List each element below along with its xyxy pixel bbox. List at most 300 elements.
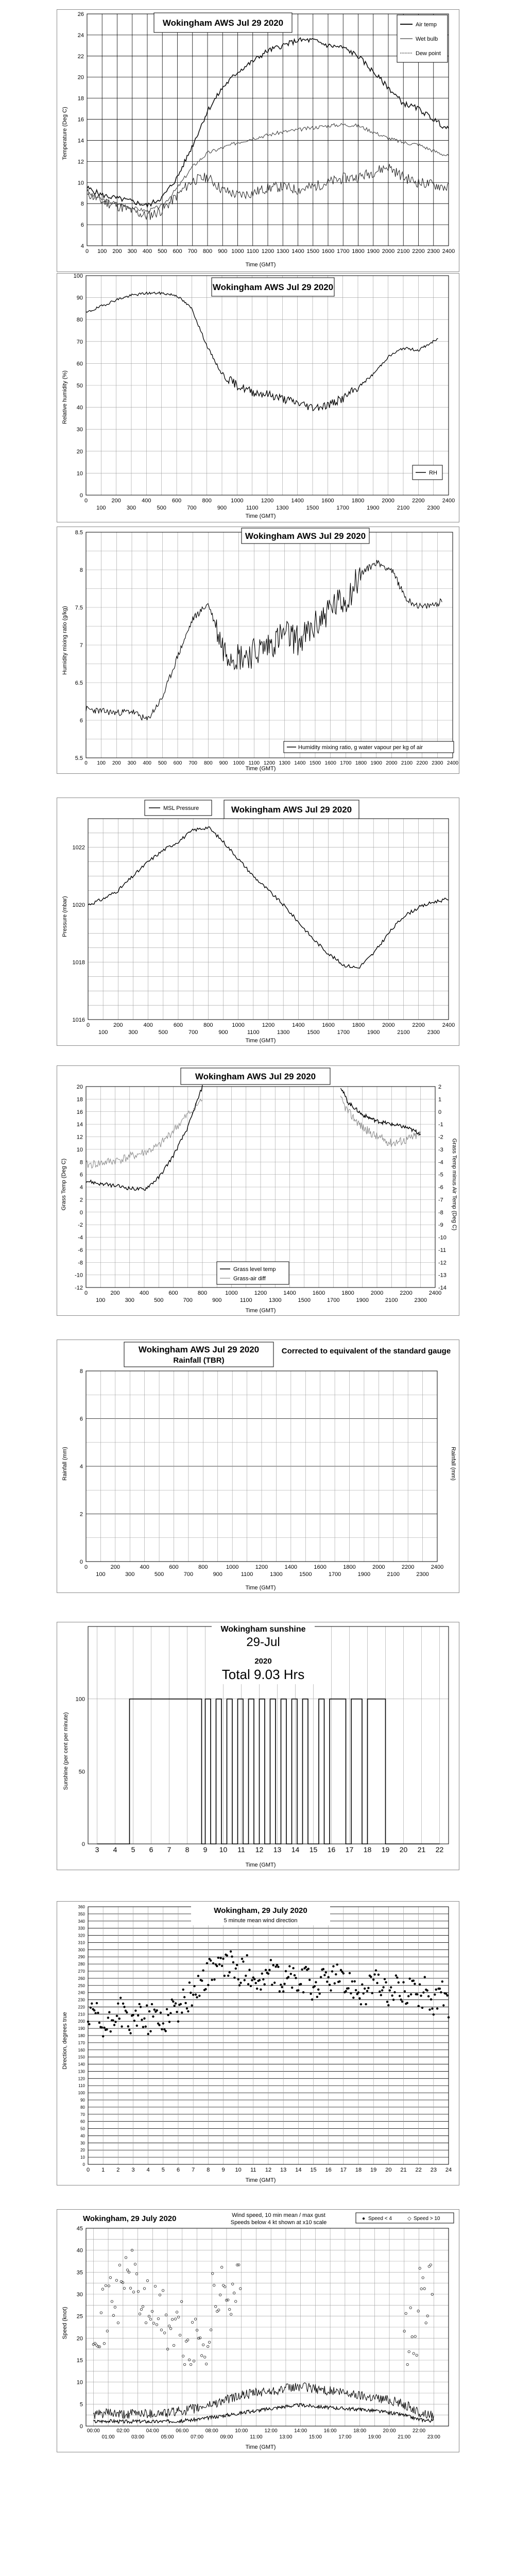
y-tick-label: 10 (76, 2379, 83, 2386)
x-tick-label: 2000 (382, 248, 395, 255)
x-tick-label: 400 (143, 760, 152, 766)
x-tick-label: 1300 (276, 505, 289, 511)
rainfall-plot-area (80, 1368, 443, 1578)
x-tick-label: 3 (95, 1845, 99, 1854)
wind-direction-point (338, 1980, 340, 1982)
x-tick-label: 1600 (321, 248, 335, 255)
x-tick-label: 500 (158, 248, 167, 255)
chart-title: Wokingham AWS Jul 29 2020 (212, 282, 334, 292)
chart-title: Wokingham, 29 July 2020 (83, 2214, 177, 2223)
x-tick-label: 800 (198, 1564, 208, 1570)
x-tick-label: 1100 (246, 248, 259, 255)
y-tick-label: 60 (80, 2119, 85, 2124)
x-tick-label: 2200 (401, 1564, 415, 1570)
wind-direction-point (440, 1991, 442, 1993)
y-tick-label-right: -4 (438, 1159, 443, 1166)
wind-direction-point (305, 1966, 307, 1968)
y-tick-label: -12 (75, 1285, 83, 1291)
wind-direction-point (241, 1958, 243, 1960)
x-tick-label: 6 (149, 1845, 153, 1854)
y-tick-label: 14 (77, 138, 84, 144)
legend-hmr: Humidity mixing ratio, g water vapour per kg of air (298, 744, 423, 751)
x-tick-label: 4 (146, 2167, 150, 2173)
y-axis-label: Pressure (mbar) (62, 896, 68, 937)
x-tick-label: 900 (217, 505, 227, 511)
wind-direction-point (329, 1984, 331, 1986)
x-tick-label: 1100 (241, 1571, 253, 1578)
x-tick-label: 1800 (352, 1022, 365, 1028)
x-tick-label: 2400 (442, 1022, 455, 1028)
x-tick-label: 200 (113, 1022, 123, 1028)
x-tick-label: 20 (399, 1845, 408, 1854)
x-tick-label: 11 (237, 1845, 245, 1854)
y-tick-label-right: -6 (438, 1184, 443, 1191)
x-tick-label: 22 (415, 2167, 422, 2173)
x-tick-label: 2100 (397, 248, 410, 255)
wind-direction-point (351, 1980, 353, 1982)
x-tick-label: 2300 (427, 505, 440, 511)
wind-direction-point (233, 1977, 235, 1979)
y-tick-label-right: -11 (438, 1247, 447, 1253)
wind-direction-point (416, 1993, 418, 1995)
x-tick-label: 1000 (233, 760, 245, 766)
x-tick-label: 5 (161, 2167, 165, 2173)
y-tick-label: 6 (79, 1416, 83, 1422)
y-tick-label: -2 (78, 1222, 83, 1229)
wind-direction-point (377, 1974, 380, 1976)
legend-marker-1: ● (362, 2216, 366, 2222)
y-tick-label: 240 (78, 1990, 85, 1995)
wind-direction-point (88, 2023, 90, 2025)
y-tick-label: 10 (76, 1146, 83, 1153)
x-tick-label: 200 (112, 760, 121, 766)
wind-direction-point (176, 2011, 178, 2013)
y-tick-label: 1018 (72, 959, 85, 966)
x-tick-label: 17:00 (338, 2434, 352, 2440)
y-tick-label: 0 (81, 1841, 85, 1848)
wind-direction-point (367, 1987, 369, 1989)
x-tick-label: 2000 (372, 1564, 385, 1570)
wind-direction-point (364, 1988, 366, 1990)
y-tick-label: -8 (78, 1260, 83, 1266)
x-tick-label: 16:00 (323, 2428, 337, 2434)
x-tick-label: 2100 (387, 1571, 400, 1578)
y-tick-label: 60 (76, 361, 83, 367)
wind-direction-point (211, 1979, 213, 1981)
pressure-plot-area (73, 819, 455, 1036)
y-tick-label: 0 (79, 2424, 83, 2430)
y-tick-label: 4 (80, 243, 84, 249)
x-tick-label: 18 (355, 2167, 362, 2173)
wind-direction-point (174, 2005, 176, 2007)
wind-direction-point (350, 1992, 352, 1994)
x-tick-label: 600 (171, 498, 182, 504)
wind-direction-point (244, 1979, 246, 1981)
wind-direction-point (384, 1978, 386, 1980)
y-tick-label: 20 (76, 1084, 83, 1090)
wind-direction-point (197, 1975, 199, 1977)
y-tick-label: 4 (79, 1184, 83, 1191)
y-tick-label: 0 (82, 2162, 85, 2167)
wind-direction-point (282, 1990, 284, 1992)
x-axis-label: Time (GMT) (245, 2177, 276, 2183)
x-tick-label: 1000 (225, 1290, 238, 1296)
x-tick-label: 2300 (414, 1297, 427, 1303)
x-tick-label: 23 (430, 2167, 437, 2173)
wind-direction-point (335, 1973, 337, 1975)
x-tick-label: 0 (84, 1290, 88, 1296)
wind-direction-point (101, 2026, 103, 2028)
y-tick-label: 8 (80, 201, 84, 208)
temperature-chart (57, 10, 459, 272)
wind-direction-point (165, 2030, 167, 2032)
wind-direction-point (433, 2013, 435, 2015)
wind-direction-point (354, 1980, 356, 1982)
wind-direction-point (106, 2028, 108, 2030)
wind-direction-point (435, 1989, 437, 1991)
x-tick-label: 11 (250, 2167, 256, 2173)
x-tick-label: 21 (400, 2167, 407, 2173)
x-tick-label: 1900 (367, 248, 380, 255)
y-tick-label: 8 (79, 1159, 83, 1166)
wind-direction-point (375, 1969, 377, 1971)
y-tick-label: 18 (76, 1096, 83, 1103)
y-tick-label: 190 (78, 2026, 85, 2031)
wind-direction-point (357, 1991, 359, 1993)
y-tick-label: 2 (79, 1511, 83, 1518)
wind-direction-point (142, 2026, 144, 2028)
wind-direction-point (436, 2007, 438, 2009)
x-tick-label: 1000 (231, 498, 244, 504)
y-tick-label: 10 (80, 2155, 85, 2160)
x-tick-label: 600 (173, 760, 182, 766)
mixing-ratio-chart-panel (57, 527, 459, 774)
x-tick-label: 2200 (412, 248, 425, 255)
x-tick-label: 100 (97, 248, 107, 255)
x-tick-label: 700 (183, 1297, 193, 1303)
wind-direction-point (98, 2022, 100, 2024)
chart-title: Wokingham AWS Jul 29 2020 (162, 18, 284, 28)
x-tick-label: 400 (140, 1564, 149, 1570)
y-tick-label: 340 (78, 1919, 85, 1924)
wind-direction-point (326, 1980, 328, 1982)
y-tick-label: 50 (80, 2126, 85, 2131)
chart-year: 2020 (254, 1657, 272, 1666)
wind-direction-point (256, 1988, 258, 1990)
x-tick-label: 1600 (312, 1290, 325, 1296)
wind-direction-point (156, 2009, 158, 2011)
wind-direction-point (330, 1989, 332, 1991)
wind-direction-point (347, 1987, 349, 1989)
y-axis-label: Speed (knot) (62, 2307, 68, 2340)
x-axis-label: Time (GMT) (245, 513, 276, 519)
x-tick-label: 1800 (352, 248, 365, 255)
wind-direction-point (310, 1993, 312, 1995)
x-tick-label: 2300 (432, 760, 443, 766)
x-tick-label: 800 (202, 498, 212, 504)
wind-direction-point (426, 1989, 428, 1991)
wind-direction-point (232, 1961, 234, 1963)
wind-direction-point (217, 1957, 219, 1959)
wind-direction-point (400, 1998, 402, 2001)
y-tick-label-right: -13 (438, 1272, 447, 1279)
x-tick-label: 13:00 (279, 2434, 293, 2440)
wind-direction-point (107, 2016, 109, 2019)
wind-direction-point (91, 2003, 93, 2005)
y-tick-label: 0 (79, 1209, 83, 1216)
legend-speed-low: Speed < 4 (368, 2216, 392, 2222)
wind-direction-point (311, 1998, 313, 2001)
wind-direction-point (291, 1987, 293, 1989)
x-tick-label: 700 (188, 760, 198, 766)
x-tick-label: 0 (84, 760, 88, 766)
y-axis-label: Humidity mixing ratio (g/kg) (62, 606, 68, 675)
y-tick-label-right: -1 (438, 1122, 443, 1128)
grass-temp-chart-panel (57, 1065, 459, 1316)
x-tick-label: 10 (235, 2167, 242, 2173)
wind-direction-point (122, 2003, 124, 2005)
wind-direction-point (93, 2009, 95, 2011)
wind-direction-point (148, 2010, 150, 2012)
wind-direction-point (260, 1989, 262, 1991)
wind-direction-point (442, 2004, 444, 2006)
y-tick-label: 180 (78, 2033, 85, 2038)
x-tick-label: 1500 (306, 248, 319, 255)
x-tick-label: 1300 (277, 1029, 290, 1036)
x-tick-label: 1400 (283, 1290, 296, 1296)
y-tick-label: 90 (80, 2098, 85, 2103)
wind-direction-point (108, 2011, 110, 2013)
x-tick-label: 1100 (247, 1029, 260, 1036)
wind-direction-point (251, 1979, 253, 1981)
x-tick-label: 2200 (400, 1290, 413, 1296)
x-tick-label: 9 (203, 1845, 208, 1854)
x-tick-label: 1700 (327, 1297, 340, 1303)
mixing-ratio-chart (57, 527, 459, 773)
wind-direction-point (393, 1991, 396, 1993)
y-tick-label: 30 (76, 2292, 83, 2298)
x-tick-label: 24 (445, 2167, 452, 2173)
x-tick-label: 500 (157, 505, 166, 511)
x-tick-label: 800 (202, 248, 213, 255)
x-tick-label: 2000 (370, 1290, 384, 1296)
x-tick-label: 2400 (442, 248, 455, 255)
wind-direction-point (349, 1972, 351, 1974)
wind-direction-point (361, 1984, 363, 1986)
y-tick-label: 25 (76, 2313, 83, 2320)
chart-subtitle-2: Speeds below 4 kt shown at x10 scale (230, 2219, 327, 2226)
y-tick-label: 290 (78, 1955, 85, 1960)
y-tick-label: 20 (80, 2148, 85, 2153)
y-tick-label-right: -14 (438, 1285, 447, 1291)
wind-direction-point (441, 1980, 443, 1982)
x-tick-label: 1600 (314, 1564, 327, 1570)
x-tick-label: 8 (207, 2167, 210, 2173)
x-tick-label: 400 (142, 498, 151, 504)
wind-direction-point (166, 2008, 168, 2010)
x-tick-label: 900 (213, 1571, 222, 1578)
x-tick-label: 400 (142, 248, 152, 255)
wind-direction-point (372, 1978, 374, 1980)
wind-direction-point (193, 1985, 195, 1987)
wind-direction-point (295, 1977, 297, 1979)
x-tick-label: 0 (86, 1022, 90, 1028)
y-tick-label: 6 (79, 718, 83, 724)
wind-direction-point (177, 2021, 179, 2023)
wind-direction-point (322, 1968, 324, 1970)
wind-direction-point (360, 2003, 362, 2005)
x-tick-label: 1800 (355, 760, 367, 766)
x-tick-label: 10 (219, 1845, 228, 1854)
wind-direction-point (345, 1990, 347, 1992)
wind-direction-point (290, 1973, 292, 1975)
y-axis-label-right: Rainfall (mm) (450, 1447, 456, 1481)
wind-direction-point (169, 2012, 171, 2014)
x-tick-label: 700 (188, 1029, 198, 1036)
x-tick-label: 1500 (299, 1571, 312, 1578)
x-tick-label: 18 (363, 1845, 372, 1854)
y-tick-label-right: 0 (438, 1109, 442, 1115)
wind-direction-point (404, 1990, 406, 1992)
y-axis-label-right: Grass Temp minus Air Temp (Deg C) (451, 1138, 457, 1231)
y-tick-label: 170 (78, 2040, 85, 2045)
wind-direction-point (114, 2021, 116, 2023)
wind-direction-point (398, 1981, 400, 1984)
y-tick-label: 0 (79, 1559, 83, 1565)
wind-direction-point (184, 2002, 186, 2004)
x-tick-label: 1500 (307, 1029, 320, 1036)
x-tick-label: 0 (85, 248, 89, 255)
y-tick-label: 40 (76, 404, 83, 411)
rainfall-chart (57, 1340, 459, 1592)
y-axis-label: Temperature (Deg C) (62, 107, 68, 160)
wind-direction-point (230, 1951, 232, 1953)
x-tick-label: 19:00 (368, 2434, 381, 2440)
wind-direction-point (385, 1981, 387, 1984)
x-tick-label: 15:00 (308, 2434, 322, 2440)
wind-direction-point (279, 1990, 281, 1992)
y-tick-label: 100 (78, 2091, 85, 2096)
wind-speed-chart (57, 2210, 459, 2452)
x-tick-label: 900 (212, 1297, 222, 1303)
y-tick-label: 2 (79, 1197, 83, 1204)
sunshine-chart-panel (57, 1622, 459, 1870)
wind-direction-point (265, 1969, 267, 1971)
x-tick-label: 16 (327, 1845, 336, 1854)
x-tick-label: 2200 (412, 498, 425, 504)
wind-direction-point (161, 2028, 163, 2030)
wind-direction-point (381, 1989, 383, 1991)
chart-subtitle: 5 minute mean wind direction (224, 1918, 298, 1924)
wind-direction-point (151, 2003, 153, 2005)
x-tick-label: 1400 (291, 248, 304, 255)
x-tick-label: 15 (310, 2167, 317, 2173)
x-tick-label: 8 (185, 1845, 190, 1854)
x-tick-label: 1700 (340, 760, 352, 766)
y-tick-label-right: -2 (438, 1134, 443, 1141)
wind-direction-point (102, 2035, 104, 2037)
y-tick-label: 320 (78, 1933, 85, 1938)
wind-direction-point (392, 1998, 394, 2001)
y-tick-label: 12 (77, 159, 84, 165)
y-tick-label: 40 (80, 2133, 85, 2139)
x-tick-label: 13 (280, 2167, 287, 2173)
x-axis-label: Time (GMT) (245, 1585, 276, 1591)
wind-direction-point (116, 2015, 118, 2017)
x-tick-label: 800 (203, 760, 213, 766)
y-tick-label: 130 (78, 2069, 85, 2074)
x-tick-label: 1200 (254, 1290, 267, 1296)
wind-direction-point (319, 1993, 321, 1995)
correction-note: Corrected to equivalent of the standard gauge (281, 1347, 451, 1355)
wind-direction-point (307, 1968, 310, 1970)
y-tick-label: 0 (79, 493, 83, 499)
y-tick-label: 120 (78, 2076, 85, 2081)
wind-direction-point (358, 1997, 360, 1999)
x-tick-label: 600 (173, 1022, 183, 1028)
wind-direction-point (140, 2006, 142, 2008)
wind-direction-point (396, 1976, 398, 1978)
wind-direction-point (430, 1998, 432, 2001)
wind-direction-point (149, 2030, 151, 2032)
x-tick-label: 18:00 (353, 2428, 367, 2434)
x-tick-label: 03:00 (131, 2434, 145, 2440)
y-tick-label: 20 (76, 2335, 83, 2342)
y-tick-label: 15 (76, 2358, 83, 2364)
y-tick-label: -10 (75, 1272, 83, 1279)
y-tick-label: 160 (78, 2047, 85, 2053)
wind-direction-point (264, 1983, 266, 1985)
pressure-chart (57, 798, 459, 1045)
wind-direction-point (202, 1970, 204, 1972)
x-tick-label: 2400 (428, 1290, 442, 1296)
x-tick-label: 1400 (284, 1564, 298, 1570)
wind-direction-point (210, 1959, 212, 1961)
wind-direction-point (171, 1998, 173, 2001)
wind-speed-plot-area (77, 2226, 449, 2440)
wind-direction-point (123, 2006, 125, 2008)
x-tick-label: 900 (219, 760, 228, 766)
y-tick-label: 230 (78, 1997, 85, 2003)
x-axis-label: Time (GMT) (245, 1038, 276, 1044)
wind-direction-point (216, 1965, 218, 1967)
x-tick-label: 22 (435, 1845, 444, 1854)
x-tick-label: 2300 (416, 1571, 429, 1578)
wind-direction-point (195, 1993, 197, 1995)
y-tick-label: 80 (80, 2105, 85, 2110)
x-tick-label: 300 (127, 760, 136, 766)
wind-direction-point (352, 1996, 354, 1998)
wind-direction-point (268, 1969, 270, 1971)
wind-direction-point (172, 2001, 174, 2003)
chart-title: Wokingham, 29 July 2020 (214, 1906, 307, 1915)
wind-direction-point (204, 1988, 207, 1990)
wind-direction-point (302, 1991, 304, 1993)
x-tick-label: 1700 (328, 1571, 341, 1578)
wind-direction-point (206, 1962, 208, 1964)
sunshine-chart (57, 1622, 459, 1870)
wind-direction-point (196, 1996, 198, 1998)
y-tick-label: 220 (78, 2005, 85, 2010)
x-tick-label: 1900 (367, 505, 380, 511)
wind-direction-point (334, 1982, 336, 1985)
y-tick-label: 10 (77, 180, 84, 187)
wind-direction-point (320, 1976, 322, 1978)
rainfall-chart-panel (57, 1340, 459, 1593)
y-tick-label-right: 2 (438, 1084, 442, 1090)
legend-wet-bulb: Wet bulb (416, 36, 438, 42)
y-tick-label-right: -12 (438, 1260, 447, 1266)
